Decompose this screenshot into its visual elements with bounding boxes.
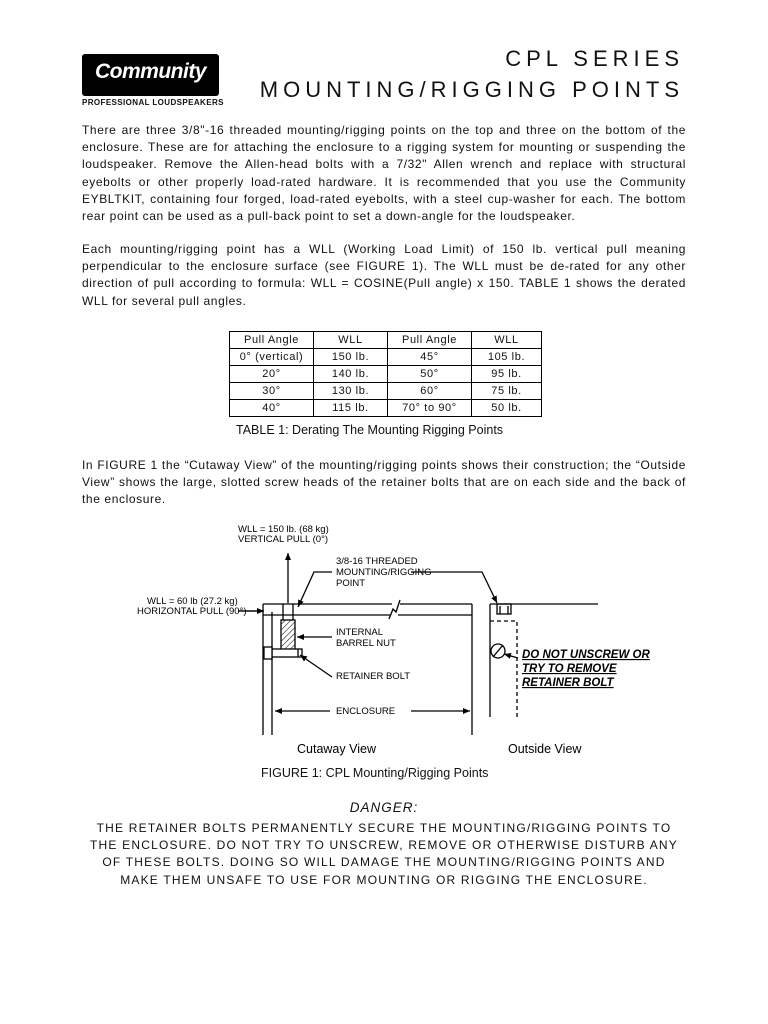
- logo-text: Community: [95, 60, 206, 83]
- table-cell: 150 lb.: [314, 349, 388, 366]
- table-cell: 0° (vertical): [230, 349, 314, 366]
- vertical-pull-label: VERTICAL PULL (0°): [238, 534, 329, 545]
- table-cell: 95 lb.: [472, 366, 542, 383]
- barrel-label-line1: INTERNAL: [336, 627, 383, 638]
- danger-text: THE RETAINER BOLTS PERMANENTLY SECURE THE MOUNTING/RIGGING POINTS TO THE ENCLOSURE. DO NOT TRY TO UNSCREW, REMOVE OR OTHERWISE DISTURB ANY OF THESE BOLTS. DOING SO WILL DAMAGE THE MOUNTING/RIGGING POINTS AND MAKE THEM UNSAFE TO USE FOR MOUNTING OR RIGGING THE ENCLOSURE.: [90, 821, 678, 887]
- danger-heading: DANGER:: [349, 800, 419, 815]
- outside-mount-point: [497, 604, 511, 614]
- horizontal-wll-label: WLL = 60 lb (27.2 kg): [147, 596, 238, 607]
- figure-intro-paragraph: In FIGURE 1 the “Cutaway View” of the mounting/rigging points shows their construction; the “Outside View” shows the large, slotted screw heads of the retainer bolts that are on each side and the back of the enclosure.: [82, 458, 686, 507]
- horizontal-pull-label: HORIZONTAL PULL (90°): [137, 606, 247, 617]
- threaded-label-line2: MOUNTING/RIGGING: [336, 567, 432, 578]
- retainer-bolt-head: [491, 644, 505, 658]
- vertical-wll-label: WLL = 150 lb. (68 kg): [238, 524, 329, 535]
- outside-view-label: Outside View: [508, 742, 582, 756]
- table-cell: 75 lb.: [472, 383, 542, 400]
- page-title: CPL SERIES: [505, 46, 684, 71]
- threaded-label-line1: 3/8-16 THREADED: [336, 556, 418, 567]
- table-cell: 115 lb.: [314, 400, 388, 417]
- logo-subtitle: PROFESSIONAL LOUDSPEAKERS: [82, 98, 224, 107]
- table-cell: 130 lb.: [314, 383, 388, 400]
- warning-line1: DO NOT UNSCREW OR: [522, 649, 650, 661]
- table-cell: 50°: [388, 366, 472, 383]
- table-header: WLL: [314, 332, 388, 349]
- intro-paragraph: There are three 3/8"-16 threaded mounting/rigging points on the top and three on the bottom of the enclosure. These are for attaching the enclosure to a rigging system for mounting or suspending the loudspeaker. Remove the Allen-head bolts with a 7/32" Allen wrench and replace with structural eyebolts or other properly load-rated hardware. It is recommended that you use the Community EYBLTKIT, containing four forged, load-rated eyebolts, with a steel cup-washer for each. The bottom rear point can be used as a pull-back point to set a down-angle for the loudspeaker.: [82, 123, 686, 224]
- table-cell: 30°: [230, 383, 314, 400]
- retainer-label: RETAINER BOLT: [336, 671, 411, 682]
- barrel-label-line2: BARREL NUT: [336, 638, 396, 649]
- warning-line2: TRY TO REMOVE: [522, 663, 617, 675]
- table-header: Pull Angle: [388, 332, 472, 349]
- table-cell: 40°: [230, 400, 314, 417]
- enclosure-label: ENCLOSURE: [336, 706, 396, 717]
- enclosure-side-wall: [263, 604, 272, 735]
- table-caption: TABLE 1: Derating The Mounting Rigging Points: [236, 423, 504, 437]
- page-subtitle: MOUNTING/RIGGING POINTS: [259, 77, 684, 102]
- table-cell: 105 lb.: [472, 349, 542, 366]
- table-cell: 60°: [388, 383, 472, 400]
- table-cell: 50 lb.: [472, 400, 542, 417]
- table-cell: 140 lb.: [314, 366, 388, 383]
- table-cell: 70° to 90°: [388, 400, 472, 417]
- wall-break-mark: [389, 600, 400, 619]
- table-cell: 20°: [230, 366, 314, 383]
- table-header: WLL: [472, 332, 542, 349]
- warning-line3: RETAINER BOLT: [522, 677, 614, 689]
- table-header: Pull Angle: [230, 332, 314, 349]
- figure-caption: FIGURE 1: CPL Mounting/Rigging Points: [261, 766, 489, 780]
- wll-paragraph: Each mounting/rigging point has a WLL (Working Load Limit) of 150 lb. vertical pull meaning perpendicular to the enclosure surface (see FIGURE 1). The WLL must be de-rated for any other direction of pull according to formula: WLL = COSINE(Pull angle) x 150. TABLE 1 shows the derated WLL for several pull angles.: [82, 242, 686, 308]
- cutaway-view-label: Cutaway View: [297, 742, 376, 756]
- table-cell: 45°: [388, 349, 472, 366]
- threaded-label-line3: POINT: [336, 578, 366, 589]
